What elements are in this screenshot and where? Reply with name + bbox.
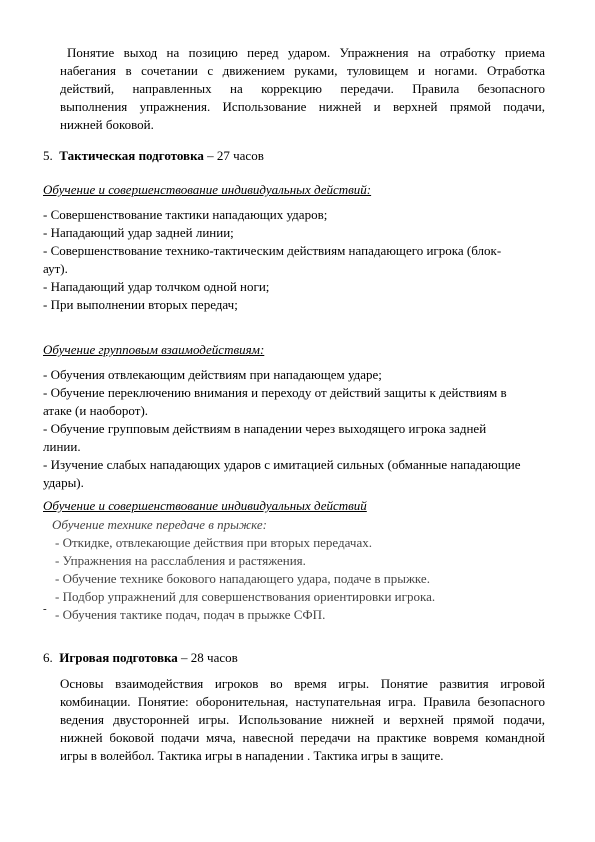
section-6-hours: – 28 часов [181, 650, 238, 665]
section-6-line: ведения двусторонней игры. Использование нижней и верхней прямой подачи, [60, 712, 545, 727]
section-5-title: Тактическая подготовка [59, 148, 204, 163]
list-item: - При выполнении вторых передач; [43, 297, 238, 312]
list-item: линии. [43, 439, 81, 454]
list-item: - Совершенствование тактики нападающих ударов; [43, 207, 328, 222]
individual2-heading: Обучение и совершенствование индивидуальных действий [43, 498, 367, 513]
intro-line: нижней боковой. [60, 117, 154, 132]
section-6-line: нижней боковой подачи мяча, навесной передачи на практике вовремя командной [60, 730, 545, 745]
individual-heading: Обучение и совершенствование индивидуальных действий: [43, 182, 372, 197]
section-6-heading [43, 649, 238, 667]
list-item: - Откидке, отвлекающие действия при вторых передачах. [55, 535, 372, 550]
list-item: - Нападающий удар толчком одной ноги; [43, 279, 270, 294]
list-item: - Обучения отвлекающим действиям при нападающем ударе; [43, 367, 382, 382]
list-item: - Обучение технике бокового нападающего удара, подаче в прыжке. [55, 571, 430, 586]
section-6-number: 6. [43, 650, 53, 665]
group-heading: Обучение групповым взаимодействиям: [43, 342, 265, 357]
list-item: удары). [43, 475, 84, 490]
intro-line: Понятие выход на позицию перед ударом. Упражнения на отработку приема [67, 45, 545, 60]
list-item: - Обучение переключению внимания и переходу от действий защиты к действиям в [43, 385, 507, 400]
intro-line: набегания в сочетании с движением руками, туловищем и ногами. Отработка [60, 63, 545, 78]
list-item: - Изучение слабых нападающих ударов с имитацией сильных (обманные нападающие [43, 457, 521, 472]
section-5-hours: – 27 часов [207, 148, 264, 163]
list-item: - Совершенствование технико-тактическим действиям нападающего игрока (блок- [43, 243, 502, 258]
intro-line: выполнения упражнения. Использование нижней и верхней прямой подачи, [60, 99, 545, 114]
list-item: атаке (и наоборот). [43, 403, 149, 418]
section-6-line: Основы взаимодействия игроков во время игры. Понятие развития игровой [60, 676, 545, 691]
stray-dash: - [43, 603, 47, 615]
individual2-subheading: Обучение технике передаче в прыжке: [52, 517, 267, 532]
section-5-number: 5. [43, 148, 53, 163]
section-5-heading [43, 147, 264, 165]
section-6-line: игры в волейбол. Тактика игры в нападении . Тактика игры в защите. [60, 748, 444, 763]
list-item: - Обучение групповым действиям в нападении через выходящего игрока задней [43, 421, 487, 436]
section-6-line: комбинации. Понятие: оборонительная, наступательная игра. Правила безопасного [60, 694, 545, 709]
list-item: - Обучения тактике подач, подач в прыжке СФП. [55, 607, 326, 622]
list-item: - Упражнения на расслабления и растяжения. [55, 553, 306, 568]
intro-line: действий, направленных на коррекцию передачи. Правила безопасного [60, 81, 545, 96]
section-6-title: Игровая подготовка [59, 650, 178, 665]
list-item: - Подбор упражнений для совершенствования ориентировки игрока. [55, 589, 436, 604]
list-item: - Нападающий удар задней линии; [43, 225, 234, 240]
list-item: аут). [43, 261, 68, 276]
